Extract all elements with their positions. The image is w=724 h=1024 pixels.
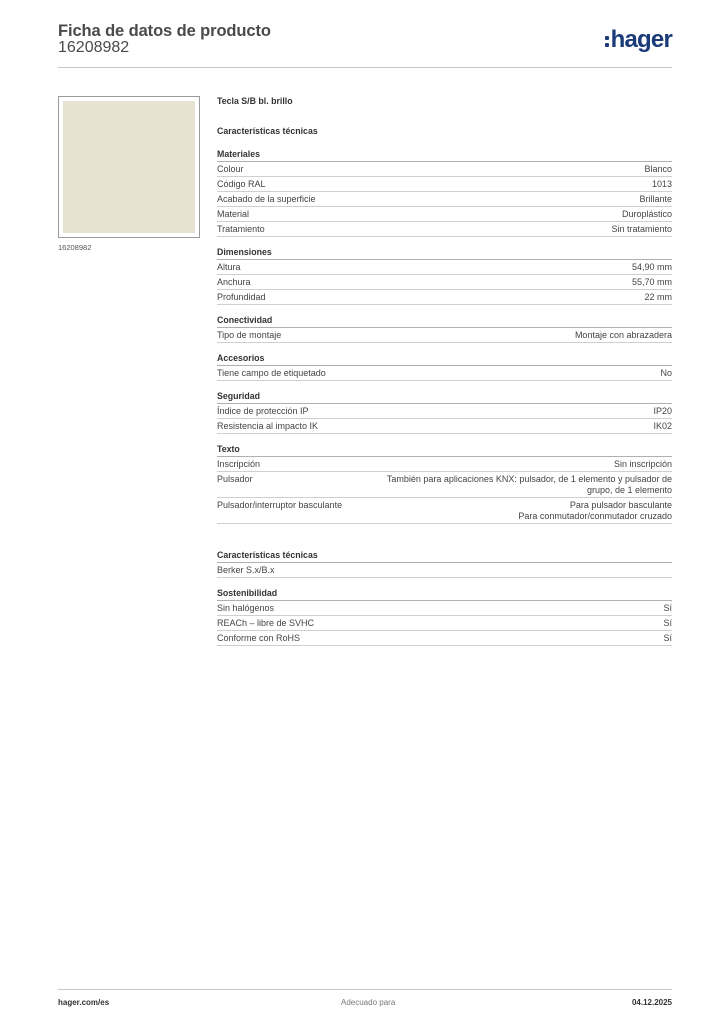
product-tile xyxy=(63,101,195,233)
section-gap xyxy=(217,534,672,550)
spec-value: Sí xyxy=(663,617,672,628)
spec-label: Tipo de montaje xyxy=(217,329,282,340)
spec-row xyxy=(217,616,672,631)
section-title: Texto xyxy=(217,444,672,457)
section-texto xyxy=(217,444,672,524)
section-sostenibilidad xyxy=(217,588,672,646)
page-footer xyxy=(58,989,672,1009)
spec-value: Duroplástico xyxy=(621,208,672,219)
section-conectividad xyxy=(217,315,672,343)
spec-label: Pulsador xyxy=(217,473,253,484)
section-title: Características técnicas xyxy=(217,550,672,563)
section-accesorios xyxy=(217,353,672,381)
spec-value: No xyxy=(660,367,672,378)
spec-row xyxy=(217,631,672,646)
section-title: Seguridad xyxy=(217,391,672,404)
spec-row xyxy=(217,366,672,381)
hager-logo: hager xyxy=(605,28,672,52)
logo-colon-icon xyxy=(605,34,609,48)
spec-row xyxy=(217,162,672,177)
spec-value: Montaje con abrazadera xyxy=(574,329,672,340)
spec-value: 54,90 mm xyxy=(631,261,672,272)
page-header xyxy=(58,22,672,68)
image-caption: 16208982 xyxy=(58,243,92,252)
spec-label: Resistencia al impacto IK xyxy=(217,420,319,431)
spec-label: Tiene campo de etiquetado xyxy=(217,367,326,378)
spec-label: Tratamiento xyxy=(217,223,265,234)
spec-value: También para aplicaciones KNX: pulsador, de 1 elemento y pulsador de grupo, de 1 elemento xyxy=(386,473,672,495)
spec-row xyxy=(217,328,672,343)
spec-label: Material xyxy=(217,208,250,219)
section-title: Materiales xyxy=(217,149,672,162)
spec-value: 55,70 mm xyxy=(631,276,672,287)
spec-label: Código RAL xyxy=(217,178,266,189)
spec-label: Sin halógenos xyxy=(217,602,275,613)
spec-value: IP20 xyxy=(653,405,672,416)
spec-value: Blanco xyxy=(644,163,672,174)
section-title: Sostenibilidad xyxy=(217,588,672,601)
spec-row xyxy=(217,207,672,222)
spec-value: Sí xyxy=(663,602,672,613)
spec-value: Para pulsador basculante Para conmutador/conmutador cruzado xyxy=(518,499,672,521)
technical-heading: Características técnicas xyxy=(217,126,318,136)
spec-label: REACh – libre de SVHC xyxy=(217,617,315,628)
product-name: Tecla S/B bl. brillo xyxy=(217,96,293,106)
product-specs xyxy=(217,96,672,656)
section-title: Accesorios xyxy=(217,353,672,366)
footer-website-link[interactable]: hager.com/es xyxy=(58,998,110,1007)
spec-value: Sí xyxy=(663,632,672,643)
spec-row xyxy=(217,472,672,498)
spec-label: Índice de protección IP xyxy=(217,405,309,416)
footer-date: 04.12.2025 xyxy=(631,998,672,1007)
section-title: Conectividad xyxy=(217,315,672,328)
section-dimensiones xyxy=(217,247,672,305)
section-title: Dimensiones xyxy=(217,247,672,260)
spec-row xyxy=(217,601,672,616)
spec-value: 22 mm xyxy=(644,291,672,302)
document-title: Ficha de datos de producto xyxy=(58,22,271,40)
spec-label: Colour xyxy=(217,163,244,174)
spec-label: Conforme con RoHS xyxy=(217,632,301,643)
spec-row xyxy=(217,290,672,305)
section-caracteristicas xyxy=(217,550,672,578)
spec-label: Pulsador/interruptor basculante xyxy=(217,499,343,510)
spec-label: Profundidad xyxy=(217,291,266,302)
spec-value xyxy=(285,565,672,576)
spec-label: Inscripción xyxy=(217,458,261,469)
section-seguridad xyxy=(217,391,672,434)
spec-value: Sin tratamiento xyxy=(611,223,672,234)
spec-value: Brillante xyxy=(639,193,672,204)
spec-row xyxy=(217,498,672,524)
spec-row xyxy=(217,563,672,578)
section-materiales xyxy=(217,149,672,237)
footer-suitable-for: Adecuado para xyxy=(341,998,396,1007)
spec-row xyxy=(217,404,672,419)
spec-row xyxy=(217,419,672,434)
spec-label: Anchura xyxy=(217,276,251,287)
spec-row xyxy=(217,260,672,275)
spec-row xyxy=(217,192,672,207)
document-product-code: 16208982 xyxy=(58,39,130,56)
spec-value: IK02 xyxy=(653,420,672,431)
product-image xyxy=(58,96,200,238)
spec-label: Altura xyxy=(217,261,241,272)
spec-row xyxy=(217,222,672,237)
spec-row xyxy=(217,275,672,290)
spec-label: Acabado de la superficie xyxy=(217,193,316,204)
spec-row xyxy=(217,177,672,192)
spec-value: 1013 xyxy=(651,178,672,189)
spec-row xyxy=(217,457,672,472)
spec-label: Berker S.x/B.x xyxy=(217,564,275,575)
spec-value: Sin inscripción xyxy=(613,458,672,469)
